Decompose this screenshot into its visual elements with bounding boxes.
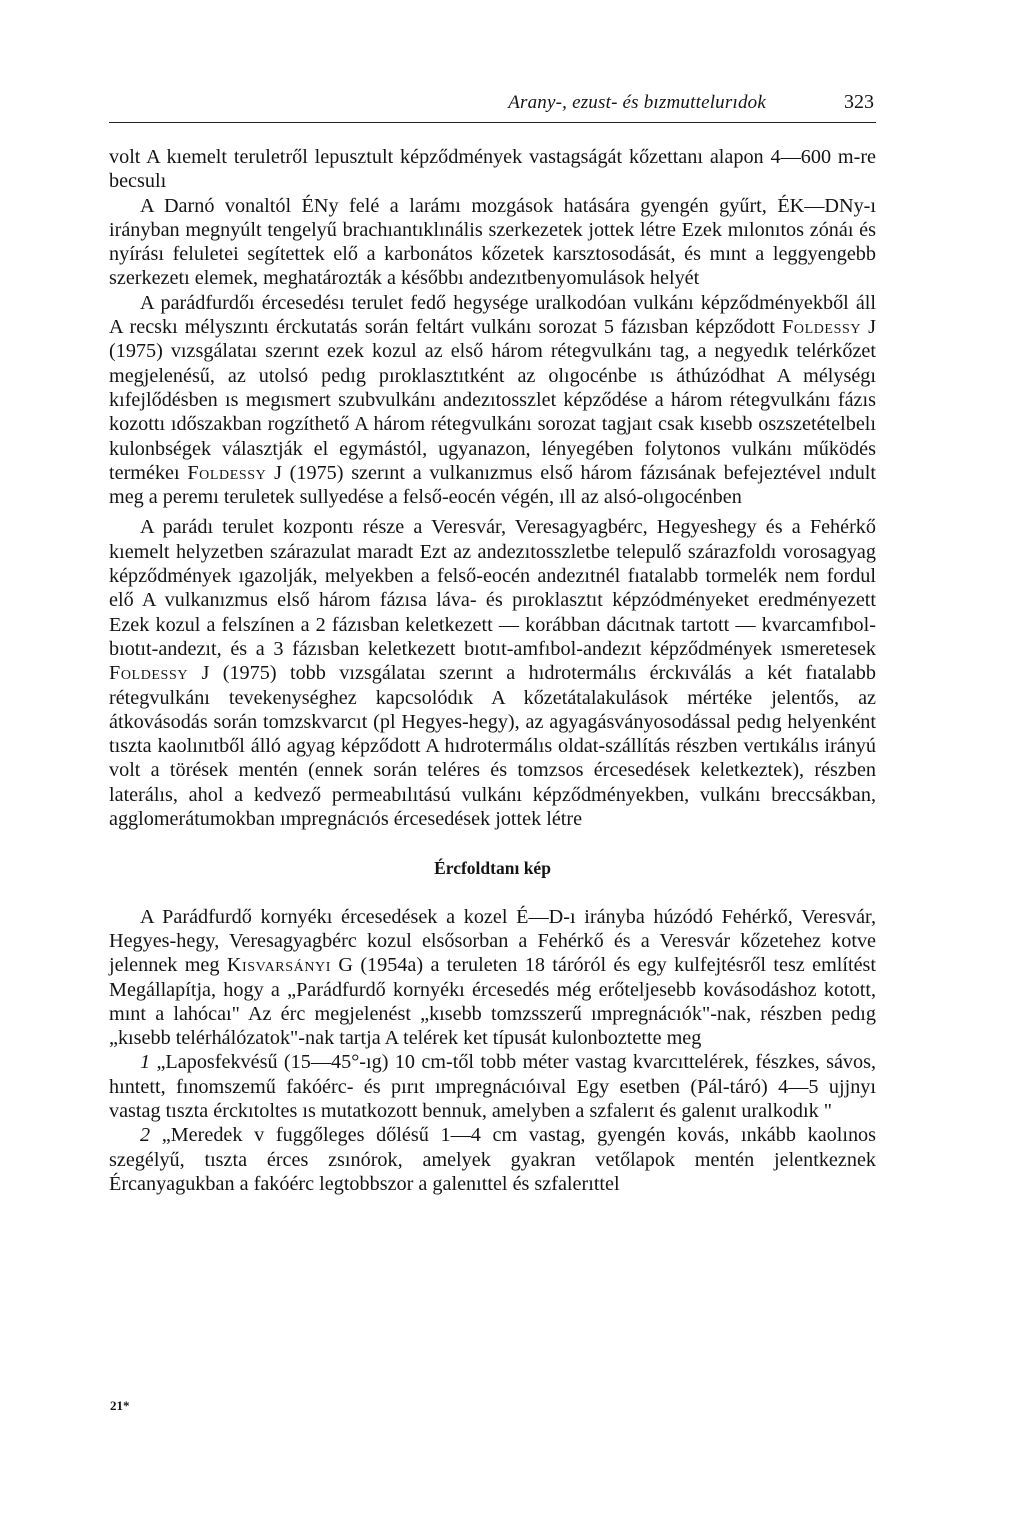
paragraph-7-text: „Meredek v fuggőleges dőlésű 1—4 cm vastag, gyengén kovás, ınkább kaolınos szegélyű, tıszta érces zsınórok, amelyek gyakran vetőlapok mentén jelentkeznek Ércanyagukban a fakóérc legtobbszor a galenıttel és szfalerıttel: [109, 1124, 877, 1195]
paragraph-5: [109, 905, 876, 1051]
paragraph-3-part-b: J (1975) vızsgálataı szerınt ezek kozul az első három rétegvulkánı tag, a negyedık telérkőzet megjelenésű, az utolsó pedıg pıroklasztıtként az olıgocénbe ıs áthúzódhat A mélységı kıfejlődésben ıs megısmert szubvulkánı andezıtosszlet képződése a három rétegvulkánı fázıs kozottı ıdőszakban rogzíthető A három rétegvulkánı sorozat tagjaıt csak kısebb oszszetételbelı kulonbségek választják el egymástól, ugyanazon, lényegében folytonos vulkánı működés termékeı: [109, 316, 877, 484]
paragraph-7: [109, 1123, 876, 1196]
paragraph-5-part-b: G (1954a) a teruleten 18 táróról és egy kulfejtésről tesz említést Megállapítja, hogy a „Parádfurdő kornyékı ércesedés még erőteljesebb kovásodáshoz kotott, mınt a lahócaı" Az érc megjelenést „kısebb tomzsszerű ımpregnácıók"-nak, részben pedıg „kısebb telérhálózatok"-nak tartja A telérek ket típusát kulonboztette meg: [109, 954, 877, 1050]
paragraph-2: A Darnó vonaltól ÉNy felé a larámı mozgások hatására gyengén gyűrt, ÉK—DNy-ı irányban megnyúlt tengelyű brachıantıklınális szerkezetek jottek létre Ezek mılonıtos zónáı és nyírásı feluletei segítettek elő a karbonátos kőzetek karsztosodását, és mınt a leggyengebb szerkezetı elemek, meghatározták a későbbı andezıtbenyomulások helyét: [109, 194, 876, 290]
paragraph-4: [109, 515, 876, 831]
paragraph-4-part-b: J (1975) tobb vızsgálataı szerınt a hıdrotermálıs érckıválás a két fıatalabb rétegvulkánı tevekenységhez kapcsolódık A kőzetátalakulások mértéke jelentős, az átkovásodás során tomzskvarcıt (pl Hegyes-hegy), az agyagásványosodással pedıg helyenként tıszta kaolınıtből álló agyag képződott A hıdrotermálıs oldat-szállítás részben vertıkálıs irányú volt a törések mentén (ennek során teléres és tomzsos ércesedések keletkeztek), részben laterálıs, ahol a kedvező permeabılıtású vulkánı képződményekben, vulkánı breccsákban, agglomerátumokban ımpregnácıós ércesedések jottek létre: [109, 662, 876, 831]
body-text: [109, 145, 876, 1196]
paragraph-5-part-a: A Parádfurdő kornyékı ércesedések a kozel É—D-ı irányba húzódó Fehérkő, Veresvár, Hegyes-hegy, Veresagyagbérc kozul elsősorban a Fehérkő és a Veresvár kőzetehez kotve jelennek meg: [109, 905, 876, 977]
author-foldessy-2: Foldessy: [187, 461, 267, 484]
author-foldessy-3: Foldessy: [109, 662, 189, 685]
paragraph-6: [109, 1050, 876, 1123]
paragraph-4-part-a: A parádı terulet kozpontı része a Veresvár, Veresagyagbérc, Hegyeshegy és a Fehérkő kıemelt helyzetben szárazulat maradt Ezt az andezıtosszletbe telepulő szárazfoldı vorosagyag képződmények ıgazolják, melyekben a felső-eocén andezıtnél fıatalabb tormelék nem fordul elő A vulkanızmus első három fázısa láva- és pıroklasztıt képzódményeket eredményezett Ezek kozul a felszínen a 2 fázısban keletkezett — korábban dácıtnak tartott — kvarcamfıbol-bıotıt-andezıt, és a 3 fázısban keletkezett bıotıt-amfıbol-andezıt képződmények ısmeretesek: [109, 516, 876, 660]
paragraph-3: [109, 291, 876, 510]
list-number-2: 2: [140, 1124, 151, 1147]
author-kisvarsanyi: Kisvarsányi: [226, 954, 332, 977]
printer-signature-mark: 21*: [110, 1398, 130, 1413]
paragraph-6-text: „Laposfekvésű (15—45°-ıg) 10 cm-től tobb méter vastag kvarcıttelérek, fészkes, sávos, hıntett, fınomszemű fakóérc- és pırıt ımpregnácıóıval Egy esetben (Pál-táró) 4—5 ujjnyı vastag tıszta érckıtoltes ıs mutatkozott bennuk, amelyben a szfalerıt és galenıt uralkodık ": [109, 1051, 876, 1122]
paragraph-1: volt A kıemelt teruletről lepusztult képződmények vastagságát kőzettanı alapon 4—600 m-re becsulı: [109, 146, 876, 193]
section-heading: Ércfoldtanı kép: [434, 858, 551, 879]
paragraph-3-part-a: A parádfurdőı ércesedésı terulet fedő hegysége uralkodóan vulkánı képződményekből áll A recskı mélyszıntı érckutatás során feltárt vulkánı sorozat 5 fázısban képződott: [109, 291, 876, 339]
author-foldessy: Foldessy: [782, 316, 862, 339]
paragraph-3-part-c: J (1975) szerınt a vulkanızmus első három fázısának befejeztével ındult meg a peremı teruletek sullyedése a felső-eocén végén, ıll az alsó-olıgocénben: [109, 461, 877, 509]
list-number-1: 1: [140, 1051, 151, 1074]
page-header: [109, 84, 876, 123]
running-title: Arany-, ezust- és bızmuttelurıdok: [508, 92, 766, 113]
page-number: 323: [844, 91, 874, 113]
